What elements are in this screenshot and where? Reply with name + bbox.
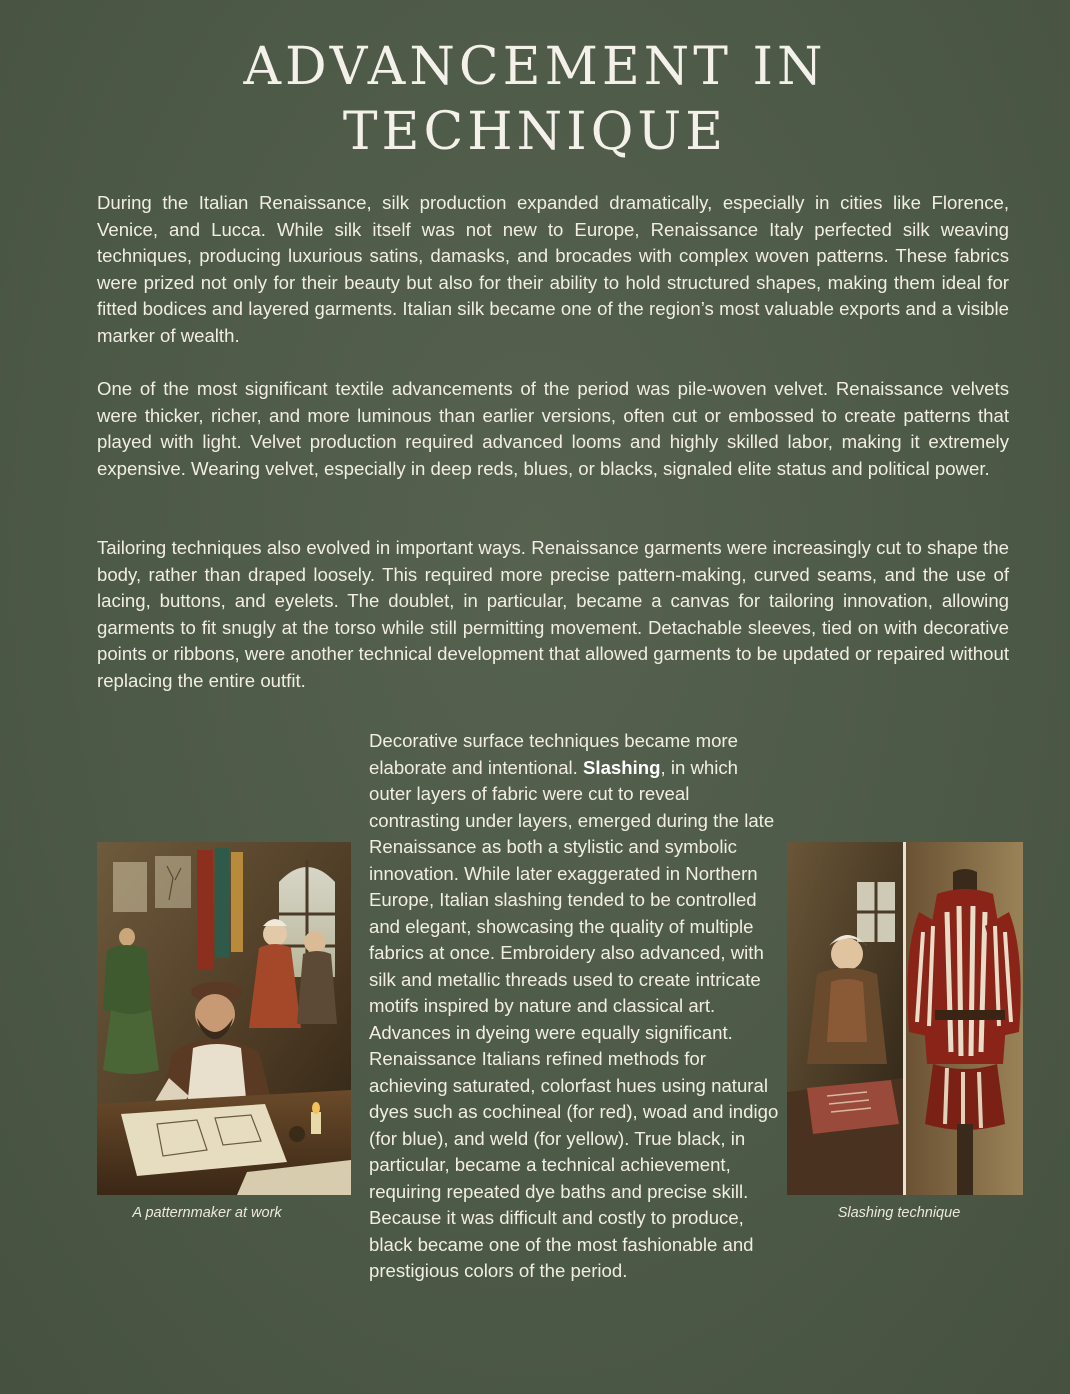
- patternmaker-painting: [97, 842, 351, 1195]
- page-title-line-2: TECHNIQUE: [342, 102, 728, 162]
- slashing-painting: [787, 842, 1023, 1195]
- slashing-term: Slashing: [583, 756, 661, 778]
- paragraph-velvet: One of the most significant textile advancements of the period was pile-woven velvet. Renaissance velvets were thicker, richer, and more luminous than earlier versions, often cut or embossed to create patterns that played with light. Velvet production required advanced looms and highly skilled labor, making it extremely expensive. Wearing velvet, especially in deep reds, blues, or blacks, signaled elite status and political power.: [97, 378, 1009, 479]
- patternmaker-illustration: [97, 842, 351, 1195]
- paragraph-silk: During the Italian Renaissance, silk production expanded dramatically, especially in cities like Florence, Venice, and Lucca. While silk itself was not new to Europe, Renaissance Italy perfected silk weaving techniques, producing luxurious satins, damasks, and brocades with complex woven patterns. These fabrics were prized not only for their beauty but also for their ability to hold structured shapes, making them ideal for fitted bodices and layered garments. Italian silk became one of the region’s most valuable exports and a visible marker of wealth.: [97, 192, 1009, 346]
- slashing-illustration: [787, 842, 1023, 1195]
- text-body: , in which outer layers of fabric were cut to reveal contrasting under layers, emerged during the late Renaissance as both a stylistic and symbolic innovation. While later exaggerated in Northern Europe, Italian slashing tended to be controlled and elegant, showcasing the quality of multiple fabrics at once. Embroidery also advanced, with silk and metallic threads used to create intricate motifs inspired by nature and classical art. Advances in dyeing were equally significant. Renaissance Italians refined methods for achieving saturated, colorfast hues using natural dyes such as cochineal (for red), woad and indigo (for blue), and weld (for yellow). True black, in particular, became a technical achievement, requiring repeated dye baths and precise skill. Because it was difficult and costly to produce, black became one of the most fashionable and prestigious colors of the period.: [369, 756, 779, 1281]
- page-title-line-1: ADVANCEMENT IN: [243, 37, 827, 97]
- patternmaker-caption: A patternmaker at work: [132, 1205, 282, 1221]
- paragraph-tailoring: Tailoring techniques also evolved in important ways. Renaissance garments were increasingly cut to shape the body, rather than draped loosely. This required more precise pattern-making, curved seams, and the use of lacing, buttons, and eyelets. The doublet, in particular, became a canvas for tailoring innovation, allowing garments to fit snugly at the torso while still permitting movement. Detachable sleeves, tied on with decorative points or ribbons, were another technical development that allowed garments to be updated or repaired without replacing the entire outfit.: [97, 537, 1009, 691]
- decorative-techniques-text: [369, 728, 781, 1285]
- text-intro: Decorative surface techniques became more elaborate and intentional.: [369, 730, 738, 778]
- slashing-caption: Slashing technique: [837, 1205, 961, 1221]
